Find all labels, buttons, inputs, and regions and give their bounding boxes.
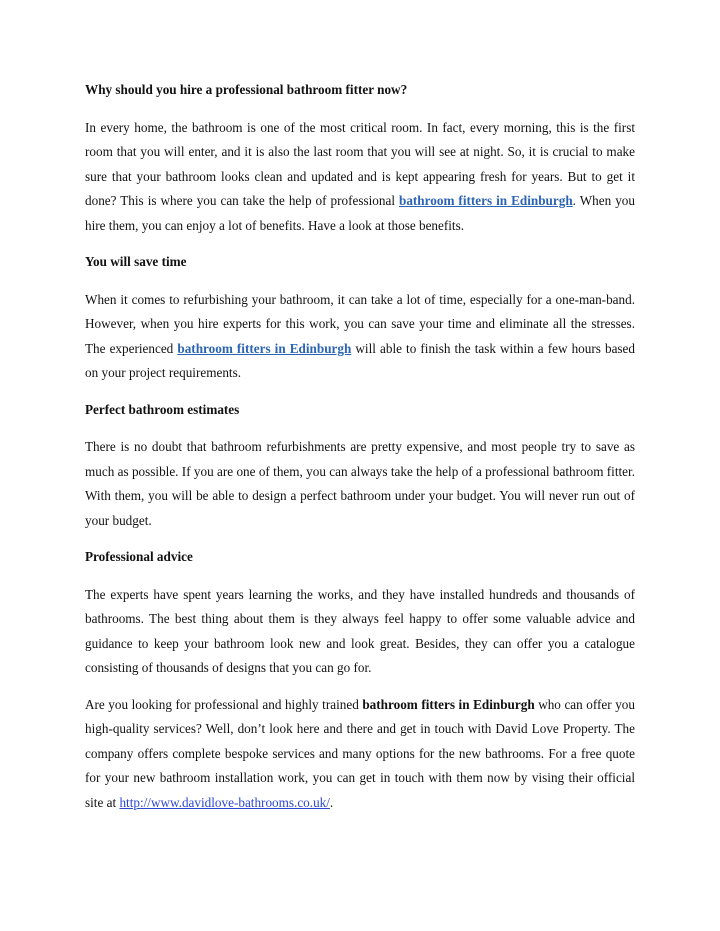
advice-paragraph: The experts have spent years learning the works, and they have installed hundreds and thousands of bathrooms. The best thing about them is they always feel happy to offer some valuable advice and guidance to keep your bathroom look new and look great. Besides, they can offer you a catalogue consisting of thousands of designs that you can go for. [85, 586, 635, 675]
closing-text-b: who can offer you high-quality services? Well, don’t look here and there and get in touch with David Love Property. The company offers complete bespoke services and many options for the new bathrooms. For a free quote for your new bathroom installation work, you can get in touch with them now by vising their official site at [85, 696, 635, 810]
save-time-text-b: will able to finish the task within a few hours based on your project requirements. [85, 340, 636, 380]
estimates-paragraph: There is no doubt that bathroom refurbishments are pretty expensive, and most people try to save as much as possible. If you are one of them, you can always take the help of a professional bathroom fitter. With them, you will be able to design a perfect bathroom under your budget. You will never run out of your budget. [85, 439, 635, 528]
section-heading-advice: Professional advice [85, 549, 193, 564]
bathroom-fitters-link-2[interactable]: bathroom fitters in Edinburgh [177, 340, 352, 356]
official-site-link[interactable]: http://www.davidlove-bathrooms.co.uk/ [119, 794, 330, 810]
closing-bold-phrase: bathroom fitters in Edinburgh [362, 696, 535, 712]
save-time-paragraph [85, 288, 635, 386]
save-time-text-a: When it comes to refurbishing your bathroom, it can take a lot of time, especially for a one-man-band. However, when you hire experts for this work, you can save your time and eliminate all the stresses. The experienced [85, 291, 635, 356]
section-heading-estimates: Perfect bathroom estimates [85, 401, 240, 417]
intro-text-b: . When you hire them, you can enjoy a lot of benefits. Have a look at those benefits. [85, 193, 635, 233]
closing-paragraph [85, 693, 635, 816]
section-heading-save-time: You will save time [85, 254, 187, 269]
section-heading-why-hire: Why should you hire a professional bathroom fitter now? [85, 82, 408, 97]
closing-text-c: . [329, 794, 334, 810]
bathroom-fitters-link-1[interactable]: bathroom fitters in Edinburgh [398, 193, 573, 208]
document-page [85, 78, 635, 827]
intro-paragraph [85, 116, 635, 239]
intro-text-a: In every home, the bathroom is one of the most critical room. In fact, every morning, this is the first room that you will enter, and it is also the last room that you will see at night. So, it is crucial to make sure that your bathroom looks clean and updated and is kept appearing fresh for years. But to get it done? This is where you can take the help of professional [85, 119, 635, 208]
closing-text-a: Are you looking for professional and highly trained [85, 696, 363, 712]
